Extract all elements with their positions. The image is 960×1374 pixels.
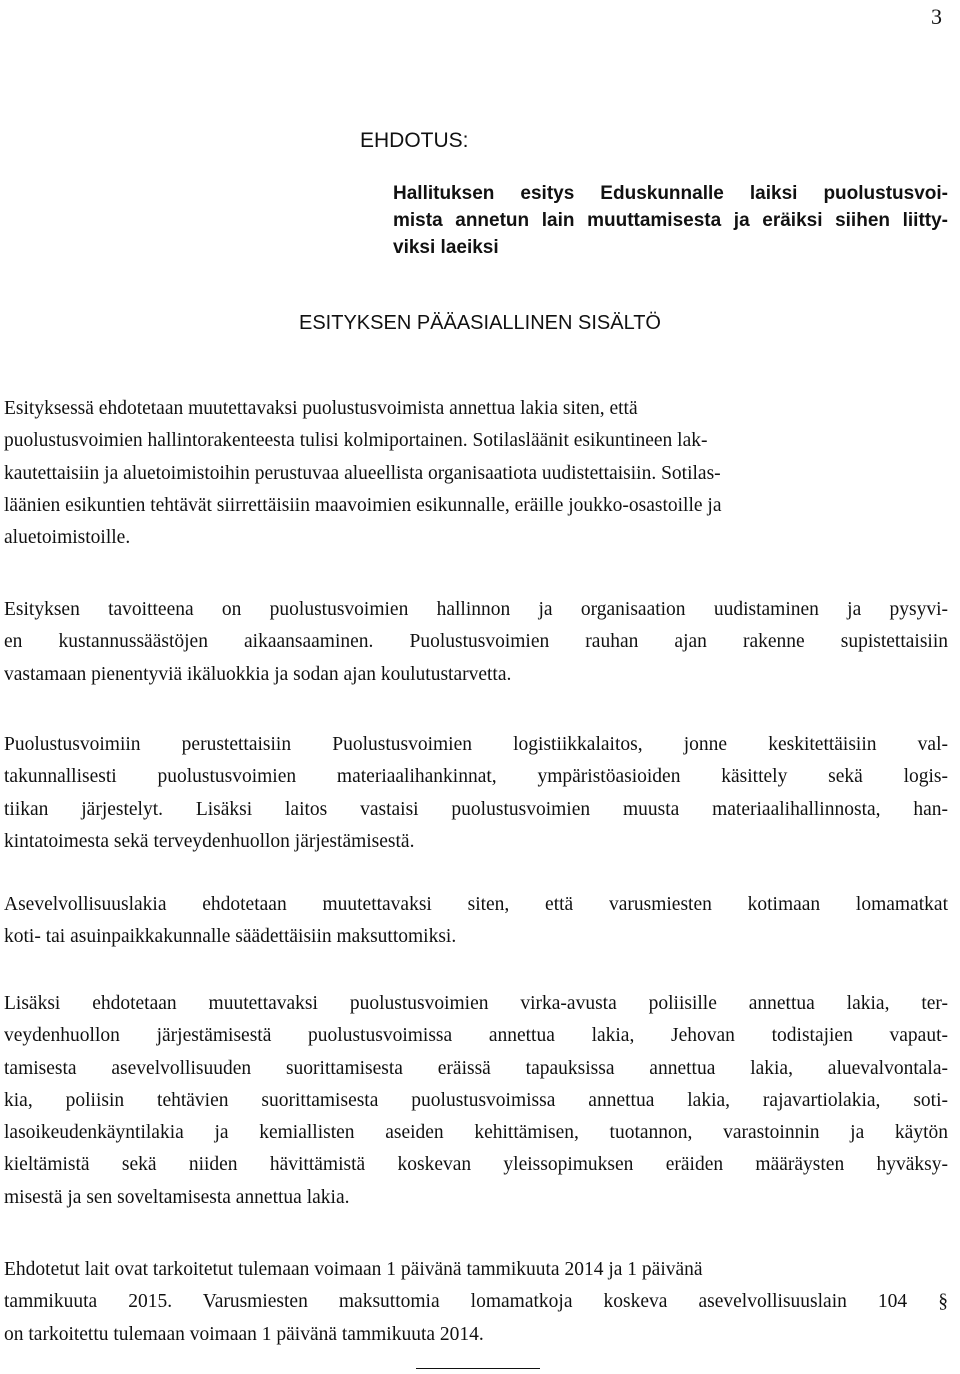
paragraph-line: läänien esikuntien tehtävät siirrettäisiin maavoimien esikunnalle, eräille joukko-osastoille ja [4,494,722,516]
paragraph-line: takunnallisesti puolustusvoimien materiaalihankinnat, ympäristöasioiden käsittely sekä logis- [4,766,948,788]
paragraph-line: Esityksen tavoitteena on puolustusvoimien hallinnon ja organisaation uudistaminen ja pysyvi- [4,599,948,620]
paragraph-line: Asevelvollisuuslakia ehdotetaan muutettavaksi siten, että varusmiesten kotimaan lomamatkat [4,894,948,915]
end-separator-line [416,1368,540,1369]
proposal-title-line: mista annetun lain muuttamisesta ja eräiksi siihen liitty- [393,210,948,231]
paragraph-line: kieltämistä sekä niiden hävittämistä koskevan yleissopimuksen eräiden määräysten hyväksy- [4,1154,948,1176]
paragraph-line: tammikuuta 2015. Varusmiesten maksuttomia lomamatkoja koskeva asevelvollisuuslain 104 § [4,1291,948,1313]
paragraph-line: lasoikeudenkäyntilakia ja kemiallisten aseiden kehittämisen, tuotannon, varastoinnin ja käytön [4,1122,948,1144]
paragraph-line: Esityksessä ehdotetaan muutettavaksi puolustusvoimista annettua lakia siten, että [4,398,638,419]
proposal-title-line: Hallituksen esitys Eduskunnalle laiksi puolustusvoi- [393,183,948,204]
paragraph-line: aluetoimistoille. [4,527,131,549]
paragraph-line: Ehdotetut lait ovat tarkoitetut tulemaan voimaan 1 päivänä tammikuuta 2014 ja 1 päivänä [4,1259,703,1280]
page-number: 3 [931,4,942,29]
paragraph-logistics [4,729,948,858]
summary-heading: ESITYKSEN PÄÄASIALLINEN SISÄLTÖ [299,312,661,334]
proposal-title [393,180,948,261]
paragraph-line: kautettaisiin ja aluetoimistoihin perustuvaa alueellista organisaatiota uudistettaisiin. Sotilas- [4,462,721,484]
paragraph-line: en kustannussäästöjen aikaansaaminen. Puolustusvoimien rauhan ajan rakenne supistettaisiin [4,631,948,653]
paragraph-effective-date [4,1254,948,1351]
proposal-label: EHDOTUS: [360,129,469,152]
paragraph-line: kia, poliisin tehtävien suorittamisesta puolustusvoimissa annettua lakia, rajavartiolakia, soti- [4,1089,948,1111]
paragraph-line: puolustusvoimien hallintorakenteesta tulisi kolmiportainen. Sotilasläänit esikuntineen lak- [4,430,708,452]
paragraph-overview [4,393,948,554]
paragraph-line: tamisesta asevelvollisuuden suorittamisesta eräissä tapauksissa annettua lakia, aluevalvontala- [4,1057,948,1079]
paragraph-line: on tarkoitettu tulemaan voimaan 1 päivänä tammikuuta 2014. [4,1323,484,1345]
paragraph-line: misestä ja sen soveltamisesta annettua lakia. [4,1186,350,1208]
paragraph-conscription [4,889,948,954]
proposal-title-line: viksi laeiksi [393,237,499,258]
paragraph-line: Puolustusvoimiin perustettaisiin Puolustusvoimien logistiikkalaitos, jonne keskitettäisiin val- [4,734,948,755]
paragraph-line: koti- tai asuinpaikkakunnalle säädettäisiin maksuttomiksi. [4,926,457,948]
paragraph-other-laws [4,988,948,1214]
paragraph-line: tiikan järjestelyt. Lisäksi laitos vastaisi puolustusvoimien muusta materiaalihallinnosta, han- [4,798,948,820]
paragraph-line: kintatoimesta sekä terveydenhuollon järjestämisestä. [4,830,415,852]
paragraph-line: Lisäksi ehdotetaan muutettavaksi puolustusvoimien virka-avusta poliisille annettua lakia, ter- [4,993,948,1014]
paragraph-line: vastamaan pienentyviä ikäluokkia ja sodan ajan koulutustarvetta. [4,663,512,685]
paragraph-objective [4,594,948,691]
paragraph-line: veydenhuollon järjestämisestä puolustusvoimissa annettua lakia, Jehovan todistajien vapaut- [4,1025,948,1047]
